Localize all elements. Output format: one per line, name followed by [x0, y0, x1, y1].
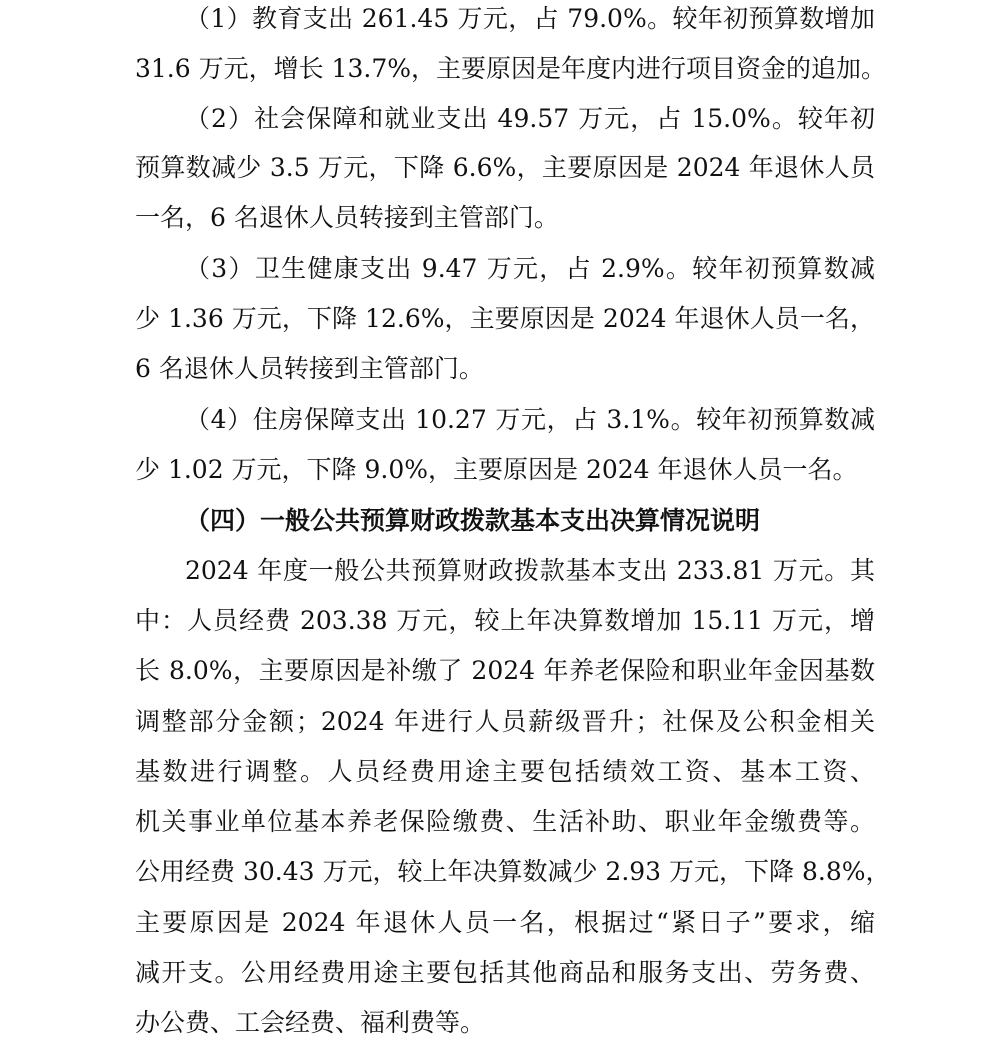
- paragraph-basic-expenditure-line-1: 2024 年度一般公共预算财政拨款基本支出 233.81 万元。其: [185, 556, 875, 585]
- section-heading: （四）一般公共预算财政拨款基本支出决算情况说明: [185, 506, 761, 535]
- paragraph-basic-expenditure-line-7: 公用经费 30.43 万元，较上年决算数减少 2.93 万元，下降 8.8%，: [135, 857, 891, 886]
- paragraph-social-security-line-3: 一名，6 名退休人员转接到主管部门。: [135, 203, 559, 232]
- paragraph-health-line-2: 少 1.36 万元，下降 12.6%，主要原因是 2024 年退休人员一名，: [135, 304, 875, 333]
- paragraph-basic-expenditure-line-2: 中：人员经费 203.38 万元，较上年决算数增加 15.11 万元，增: [135, 606, 875, 635]
- paragraph-health-line-1: （3）卫生健康支出 9.47 万元，占 2.9%。较年初预算数减: [185, 254, 875, 283]
- paragraph-basic-expenditure-line-3: 长 8.0%，主要原因是补缴了 2024 年养老保险和职业年金因基数: [135, 656, 875, 685]
- paragraph-social-security-line-2: 预算数减少 3.5 万元，下降 6.6%，主要原因是 2024 年退休人员: [135, 153, 875, 182]
- paragraph-housing-line-1: （4）住房保障支出 10.27 万元，占 3.1%。较年初预算数减: [185, 405, 875, 434]
- paragraph-housing-line-2: 少 1.02 万元，下降 9.0%，主要原因是 2024 年退休人员一名。: [135, 455, 858, 484]
- paragraph-education-line-1: （1）教育支出 261.45 万元，占 79.0%。较年初预算数增加: [185, 4, 875, 33]
- paragraph-basic-expenditure-line-9: 减开支。公用经费用途主要包括其他商品和服务支出、劳务费、: [135, 958, 875, 987]
- paragraph-health-line-3: 6 名退休人员转接到主管部门。: [135, 354, 484, 383]
- paragraph-basic-expenditure-line-8: 主要原因是 2024 年退休人员一名，根据过“紧日子”要求，缩: [135, 908, 875, 937]
- paragraph-basic-expenditure-line-5: 基数进行调整。人员经费用途主要包括绩效工资、基本工资、: [135, 757, 875, 786]
- paragraph-basic-expenditure-line-4: 调整部分金额；2024 年进行人员薪级晋升；社保及公积金相关: [135, 707, 875, 736]
- paragraph-education-line-2: 31.6 万元，增长 13.7%，主要原因是年度内进行项目资金的追加。: [135, 54, 886, 83]
- paragraph-basic-expenditure-line-10: 办公费、工会经费、福利费等。: [135, 1008, 486, 1037]
- paragraph-social-security-line-1: （2）社会保障和就业支出 49.57 万元，占 15.0%。较年初: [185, 104, 875, 133]
- paragraph-basic-expenditure-line-6: 机关事业单位基本养老保险缴费、生活补助、职业年金缴费等。: [135, 807, 875, 836]
